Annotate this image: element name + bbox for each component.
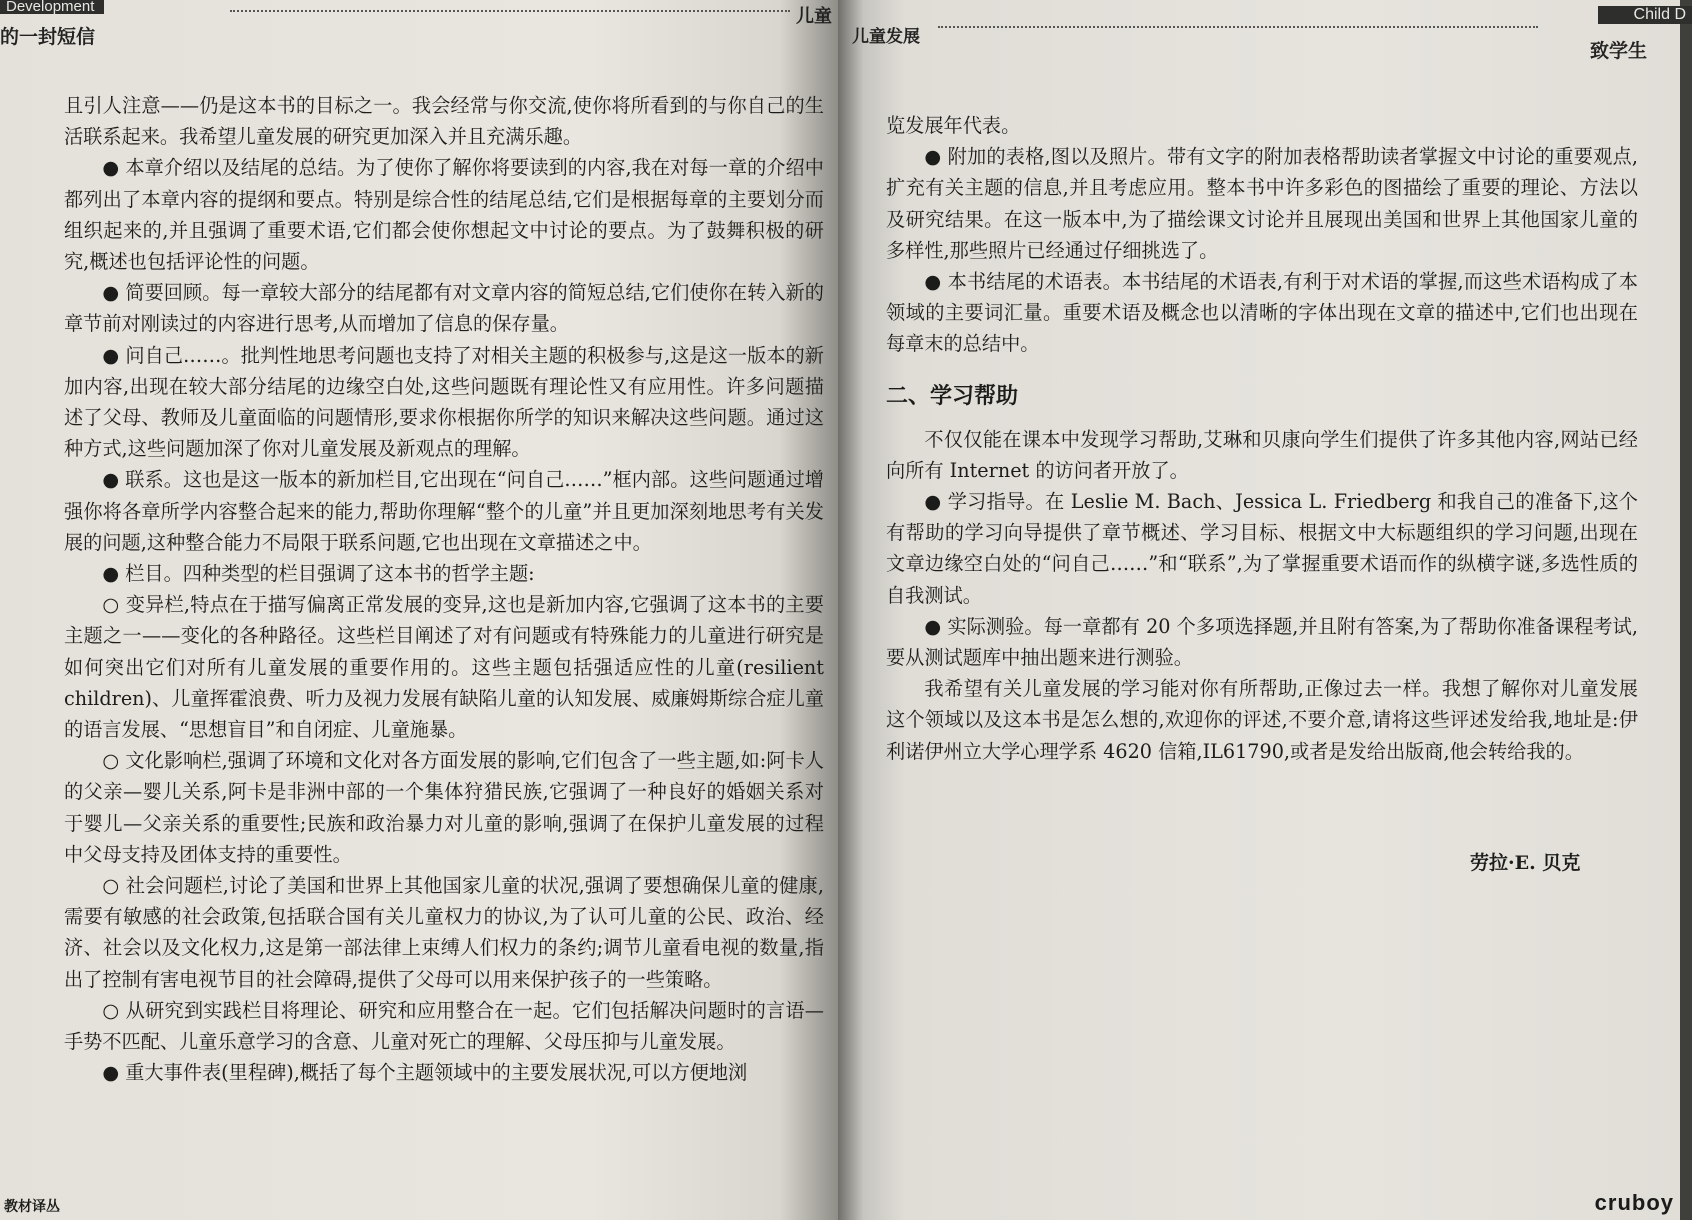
paragraph: 我希望有关儿童发展的学习能对你有所帮助,正像过去一样。我想了解你对儿童发展这个领域以及这本书是怎么想的,欢迎你的评述,不要介意,请将这些评述发给我,地址是:伊利诺伊州立大学心理学系 4620 信箱,IL61790,或者是发给出版商,他会转给我的。 [886, 677, 1638, 763]
left-footer: 教材译丛 [4, 1199, 60, 1215]
paragraph: ● 本书结尾的术语表。本书结尾的术语表,有利于对术语的掌握,而这些术语构成了本领域的主要词汇量。重要术语及概念也以清晰的字体出现在文章的描述中,它们也出现在每章末的总结中。 [886, 270, 1638, 356]
paragraph: ● 学习指导。在 Leslie M. Bach、Jessica L. Friedberg 和我自己的准备下,这个有帮助的学习向导提供了章节概述、学习目标、根据文中大标题组织的学习问题,出现在文章边缘空白处的“问自己……”和“联系”,为了掌握重要术语而作的纵横字谜,多选性质的自我测试。 [886, 490, 1638, 607]
paragraph: ● 栏目。四种类型的栏目强调了这本书的哲学主题: [102, 562, 535, 586]
paragraph: ○ 文化影响栏,强调了环境和文化对各方面发展的影响,它们包含了一些主题,如:阿卡人的父亲—婴儿关系,阿卡是非洲中部的一个集体狩猎民族,它强调了一种良好的婚姻关系对于婴儿—父亲关系的重要性;民族和政治暴力对儿童的影响,强调了在保护儿童发展的过程中父母支持及团体支持的重要性。 [64, 749, 824, 866]
right-header-band: Child D [1598, 6, 1692, 24]
left-header-title: 儿童 [796, 6, 832, 26]
paragraph: ● 重大事件表(里程碑),概括了每个主题领域中的主要发展状况,可以方便地浏 [102, 1061, 748, 1085]
paragraph: ○ 社会问题栏,讨论了美国和世界上其他国家儿童的状况,强调了要想确保儿童的健康,需要有敏感的社会政策,包括联合国有关儿童权力的协议,为了认可儿童的公民、政治、经济、社会以及文化权力,这是第一部法律上束缚人们权力的条约;调节儿童看电视的数量,指出了控制有害电视节目的社会障碍,提供了父母可以用来保护孩子的一些策略。 [64, 874, 824, 991]
paragraph: ● 实际测验。每一章都有 20 个多项选择题,并且附有答案,为了帮助你准备课程考试,要从测试题库中抽出题来进行测验。 [886, 614, 1638, 670]
right-body-text [886, 110, 1638, 767]
paragraph: ● 联系。这也是这一版本的新加栏目,它出现在“问自己……”框内部。这些问题通过增强你将各章所学内容整合起来的能力,帮助你理解“整个的儿童”并且更加深刻地思考有关发展的问题,这种整合能力不局限于联系问题,它也出现在文章描述之中。 [64, 468, 824, 554]
right-page [838, 0, 1686, 1220]
paragraph: ● 问自己……。批判性地思考问题也支持了对相关主题的积极参与,这是这一版本的新加内容,出现在较大部分结尾的边缘空白处,这些问题既有理论性又有应用性。许多问题描述了父母、教师及儿童面临的问题情形,要求你根据你所学的知识来解决这些问题。通过这种方式,这些问题加深了你对儿童发展及新观点的理解。 [64, 343, 824, 461]
left-page [0, 0, 838, 1220]
paragraph: ● 本章介绍以及结尾的总结。为了使你了解你将要读到的内容,我在对每一章的介绍中都列出了本章内容的提纲和要点。特别是综合性的结尾总结,它们是根据每章的主要划分而组织起来的,并且强调了重要术语,它们都会使你想起文中讨论的要点。为了鼓舞积极的研究,概述也包括评论性的问题。 [64, 156, 824, 274]
left-body-text [64, 90, 824, 1089]
section-heading: 二、学习帮助 [886, 383, 1019, 409]
right-header-subtitle: 致学生 [1590, 41, 1648, 62]
right-header-rule [938, 26, 1538, 28]
paragraph: ● 附加的表格,图以及照片。带有文字的附加表格帮助读者掌握文中讨论的重要观点,扩充有关主题的信息,并且考虑应用。整本书中许多彩色的图描绘了重要的理论、方法以及研究结果。在这一版本中,为了描绘课文讨论并且展现出美国和世界上其他国家儿童的多样性,那些照片已经通过仔细挑选了。 [886, 145, 1638, 262]
paragraph: ● 简要回顾。每一章较大部分的结尾都有对文章内容的简短总结,它们使你在转入新的章节前对刚读过的内容进行思考,从而增加了信息的保存量。 [64, 281, 824, 336]
paragraph: ○ 变异栏,特点在于描写偏离正常发展的变异,这也是新加内容,它强调了这本书的主要主题之一——变化的各种路径。这些栏目阐述了对有问题或有特殊能力的儿童进行研究是如何突出它们对所有儿童发展的重要作用的。这些主题包括强适应性的儿童(resilient children)、儿童挥霍浪费、听力及视力发展有缺陷儿童的认知发展、威廉姆斯综合症儿童的语言发展、“思想盲目”和自闭症、儿童施暴。 [64, 593, 824, 742]
paragraph: 不仅仅能在课本中发现学习帮助,艾琳和贝康向学生们提供了许多其他内容,网站已经向所有 Internet 的访问者开放了。 [886, 427, 1638, 482]
left-header-rule [230, 10, 790, 12]
left-header-band: Development [0, 0, 104, 14]
paragraph: 且引人注意——仍是这本书的目标之一。我会经常与你交流,使你将所看到的与你自己的生活联系起来。我希望儿童发展的研究更加深入并且充满乐趣。 [64, 94, 824, 149]
left-header-subtitle: 的一封短信 [0, 27, 96, 48]
watermark-logo: cruboy [1594, 1190, 1674, 1215]
paragraph: 览发展年代表。 [886, 114, 1021, 137]
right-header-title: 儿童发展 [852, 27, 920, 46]
signature: 劳拉·E. 贝克 [1470, 852, 1581, 874]
paragraph: ○ 从研究到实践栏目将理论、研究和应用整合在一起。它们包括解决问题时的言语—手势不匹配、儿童乐意学习的含意、儿童对死亡的理解、父母压抑与儿童发展。 [64, 998, 824, 1054]
